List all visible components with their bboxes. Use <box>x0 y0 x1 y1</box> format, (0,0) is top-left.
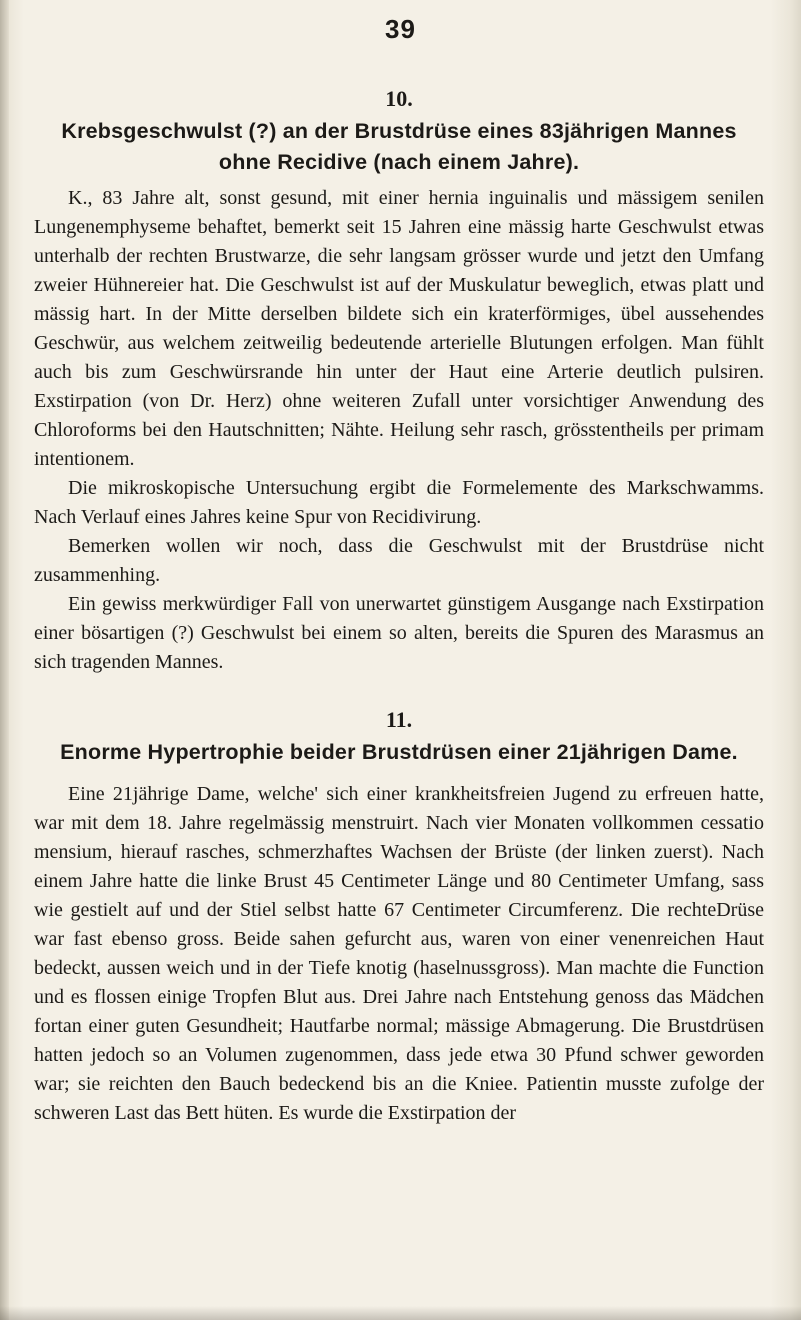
paragraph: Eine 21jährige Dame, welche' sich einer krankheitsfreien Jugend zu erfreuen hatte, war mit dem 18. Jahre regelmässig menstruirt. Nach vier Monaten vollkommen cessatio mensium, hierauf rasches, schmerzhaftes Wachsen der Brüste (der linken zuerst). Nach einem Jahre hatte die linke Brust 45 Centimeter Länge und 80 Centimeter Umfang, sass wie gestielt auf und der Stiel selbst hatte 67 Centimeter Circumferenz. Die rechteDrüse war fast ebenso gross. Beide sahen gefurcht aus, waren von einer venenreichen Haut bedeckt, aussen weich und in der Tiefe knotig (haselnussgross). Man machte die Function und es flossen einige Tropfen Blut aus. Drei Jahre nach Entstehung genoss das Mädchen fortan einer guten Gesundheit; Hautfarbe normal; mässige Abmagerung. Die Brustdrüsen hatten jedoch so an Volumen zugenommen, dass jede etwa 30 Pfund schwer geworden war; sie reichten den Bauch bedeckend bis an die Kniee. Patientin musste zufolge der schweren Last das Bett hüten. Es wurde die Exstirpation der <box>34 783 764 1124</box>
paragraph: Bemerken wollen wir noch, dass die Geschwulst mit der Brustdrüse nicht zusammenhing. <box>34 535 764 586</box>
section-title: Krebsgeschwulst (?) an der Brustdrüse eines 83jährigen Mannes ohne Recidive (nach einem Jahre). <box>61 119 737 174</box>
section-11 <box>34 705 764 1128</box>
page-edge-shadow <box>0 1306 801 1320</box>
section-title: Enorme Hypertrophie beider Brustdrüsen einer 21jährigen Dame. <box>60 740 738 764</box>
section-number: 11. <box>385 707 413 732</box>
section-number: 10. <box>385 86 413 111</box>
paragraph: Die mikroskopische Untersuchung ergibt die Formelemente des Markschwamms. Nach Verlauf eines Jahres keine Spur von Recidivirung. <box>34 477 764 528</box>
section-10 <box>34 84 764 677</box>
page-number: 39 <box>385 14 416 44</box>
paragraph: Ein gewiss merkwürdiger Fall von unerwartet günstigem Ausgange nach Exstirpation einer bösartigen (?) Geschwulst bei einem so alten, bereits die Spuren des Marasmus an sich tragenden Mannes. <box>34 593 764 673</box>
page-content <box>34 84 764 1128</box>
section-spacer <box>34 677 764 705</box>
paragraph: K., 83 Jahre alt, sonst gesund, mit einer hernia inguinalis und mässigem senilen Lungenemphyseme behaftet, bemerkt seit 15 Jahren eine mässig harte Geschwulst etwas unterhalb der rechten Brustwarze, die sehr langsam grösser wurde und jetzt den Umfang zweier Hühnereier hat. Die Geschwulst ist auf der Muskulatur beweglich, etwas platt und mässig hart. In der Mitte derselben bildete sich ein kraterförmiges, übel aussehendes Geschwür, aus welchem zeitweilig bedeutende arterielle Blutungen erfolgen. Man fühlt auch bis zum Geschwürsrande hin unter der Haut eine Arterie deutlich pulsiren. Exstirpation (von Dr. Herz) ohne weiteren Zufall unter vorsichtiger Anwendung des Chloroforms bei den Hautschnitten; Nähte. Heilung sehr rasch, grösstentheils per primam intentionem. <box>34 187 764 470</box>
binding-shadow <box>0 0 9 1320</box>
